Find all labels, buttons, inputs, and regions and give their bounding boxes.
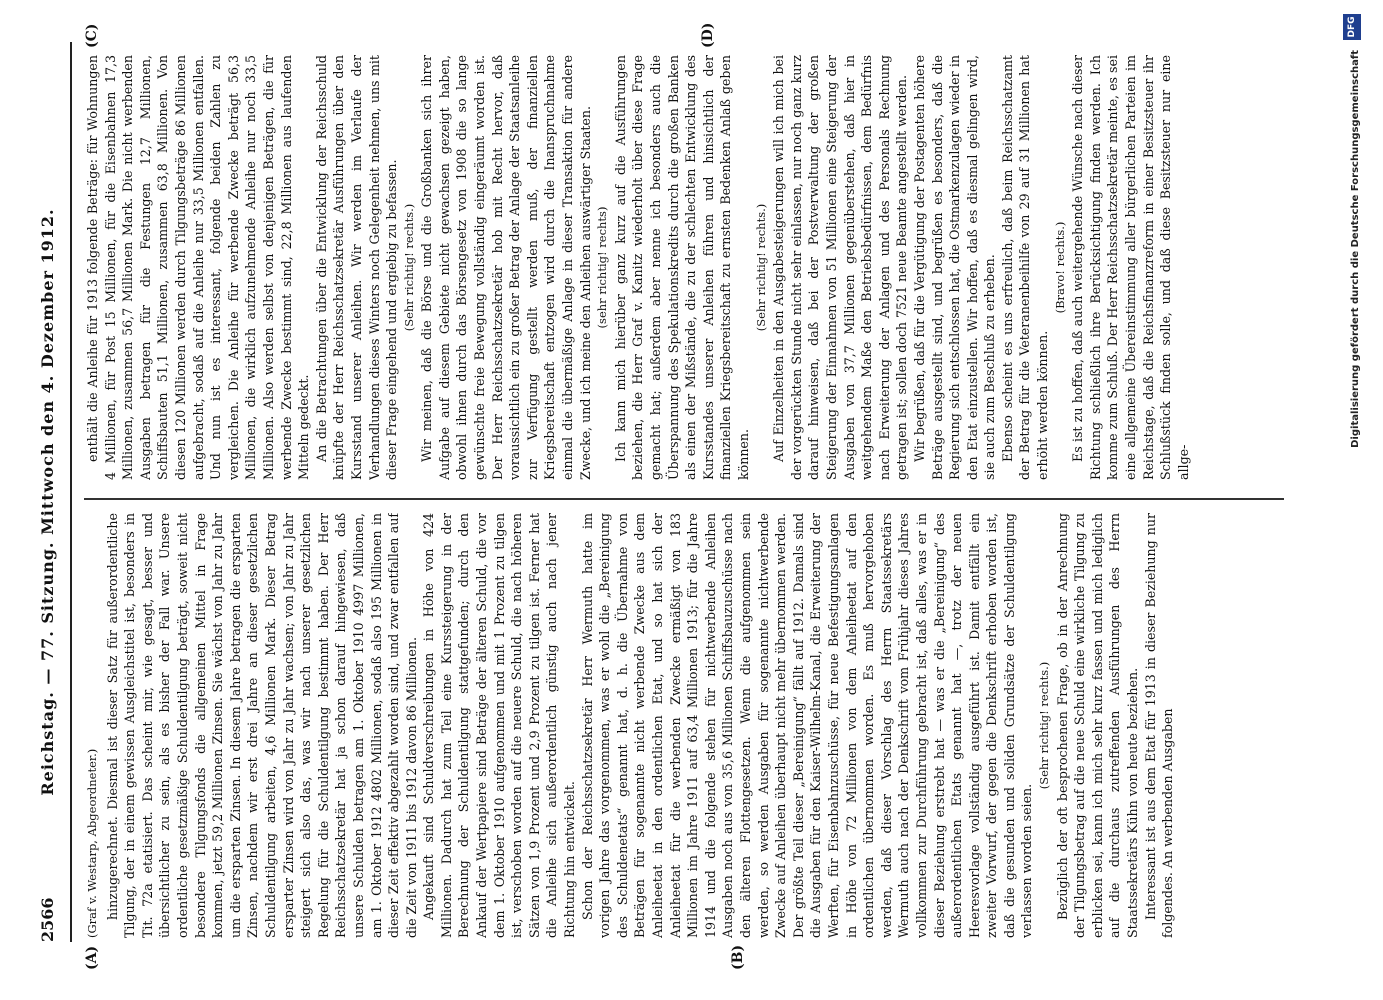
speaker-label: (Graf v. Westarp, Abgeordneter.) xyxy=(85,748,99,938)
interjection: (Sehr richtig! rechts.) xyxy=(1037,661,1052,790)
page-header xyxy=(28,62,68,942)
paragraph: An die Betrachtungen über die Entwicklung der Reichsschuld knüpfte der Herr Reichsschatzsekretär Ausführungen über den Kursstand unserer Anleihen. Wir werden im Verlaufe der Verhandlungen dieses Winters noch Gelegenheit nehmen, uns mit dieser Frage eingehend und ergiebig zu befassen. xyxy=(313,55,400,480)
digitization-credit: Digitalisierung gefördert durch die Deutsche Forschungsgemeinschaft xyxy=(1350,50,1361,448)
column-divider xyxy=(84,498,1284,500)
running-head: Reichstag. — 77. Sitzung. Mittwoch den 4. Dezember 1912. xyxy=(38,208,57,796)
margin-marker-b: (B) xyxy=(730,944,746,970)
paragraph: enthält die Anleihe für 1913 folgende Beträge: für Wohnungen 4 Millionen, für Post 15 Millionen, für die Eisenbahnen 17,3 Millionen, zusammen 56,7 Millionen Mark. Die nicht werbenden Ausgaben betragen für die Festungen 12,7 Millionen, Schiffsbauten 51,1 Millionen, zusammen 63,8 Millionen. Von diesen 120 Millionen werden durch Tilgungsbeträge 86 Millionen aufgebracht, sodaß auf die Anleihe nur 33,5 Millionen entfallen. Und nun ist es interessant, folgende beiden Zahlen zu vergleichen. Die Anleihe für werbende Zwecke beträgt 56,3 Millionen, die wirklich aufzunehmende Anleihe nur noch 33,5 Millionen. Also werden selbst von denjenigen Beträgen, die für werbende Zwecke bestimmt sind, 22,8 Millionen aus laufenden Mitteln gedeckt. xyxy=(85,55,312,480)
paragraph: Interessant ist aus dem Etat für 1913 in dieser Beziehung nur folgendes. An werbenden Ausgaben xyxy=(1142,513,1176,938)
paragraph: Ebenso scheint es uns erfreulich, daß beim Reichsschatzamt der Betrag für die Veteranenbeihilfe von 29 auf 31 Millionen hat erhöht werden können. xyxy=(999,55,1051,480)
header-rule xyxy=(70,42,72,942)
interjection: (Bravo! rechts.) xyxy=(1052,221,1067,314)
interjection: (sehr richtig! rechts) xyxy=(595,206,610,329)
margin-marker-a: (A) xyxy=(84,945,100,970)
paragraph: hinzugerechnet. Diesmal ist dieser Satz für außerordentliche Tilgung, der in einem gewissen Ausgleichstitel ist, besonders in Tit. 72a etatisiert. Das scheint mir, wie gesagt, besser und übersichtlicher zu sein, als es bisher der Fall war. Unsere ordentliche gesetzmäßige Schuldentilgung beträgt, soweit nicht besondere Tilgungsfonds die allgemeinen Mittel in Frage kommen, jetzt 59,2 Millionen Zinsen. Sie wächst von Jahr zu Jahr um die ersparten Zinsen. In diesem Jahre betragen die ersparten Zinsen, nachdem wir erst drei Jahre an dieser gesetzlichen Schuldentilgung arbeiten, 4,6 Millionen Mark. Dieser Betrag ersparter Zinsen wird von Jahr zu Jahr wachsen; von Jahr zu Jahr steigert sich also das, was wir nach unserer gesetzlichen Regelung für die Schuldentilgung bestimmt haben. Der Herr Reichsschatzsekretär hat ja schon darauf hingewiesen, daß unsere Schulden betragen am 1. Oktober 1910 4997 Millionen, am 1. Oktober 1912 4802 Millionen, sodaß also 195 Millionen in dieser Zeit effektiv abgezahlt worden sind, und zwar entfallen auf die Zeit von 1911 bis 1912 davon 86 Millionen. xyxy=(104,513,419,938)
interjection: (Sehr richtig! rechts.) xyxy=(753,203,768,332)
paragraph: Angekauft sind Schuldverschreibungen in Höhe von 424 Millionen. Dadurch hat zum Teil eine Kurssteigerung in der Berechnung der Schuldentilgung stattgefunden; durch den Ankauf der Wertpapiere sind Beträge der älteren Schuld, die vor dem 1. Oktober 1910 aufgenommen und mit 1 Prozent zu tilgen ist, verschoben worden auf die neuere Schuld, die nach höheren Sätzen von 1,9 Prozent und 2,9 Prozent zu tilgen ist. Ferner hat die Anleihe sich außerordentlich günstig auch nach jener Richtung hin entwickelt. xyxy=(421,513,578,938)
paragraph: Auf Einzelheiten in den Ausgabesteigerungen will ich mich bei der vorgerückten Stunde nicht sehr einlassen, nur noch ganz kurz darauf hinweisen, daß bei der Postverwaltung der großen Steigerung der Einnahmen von 51 Millionen eine Steigerung der Ausgaben von 37,7 Millionen gegenüberstehen, daß hier in weitgehendem Maße den Betriebsbedürfnissen, dem Bedürfnis nach Erweiterung der Anlagen und des Personals Rechnung getragen ist; sollen doch 7521 neue Beamte angestellt werden. xyxy=(771,55,910,480)
margin-marker-d: (D) xyxy=(700,22,716,48)
right-column xyxy=(84,55,1284,480)
paragraph: Wir meinen, daß die Börse und die Großbanken sich ihrer Aufgabe auf diesem Gebiete nicht gewachsen gezeigt haben, obwohl ihnen durch das Börsengesetz von 1908 die so lange gewünschte freie Bewegung vollständig eingeräumt worden ist. Der Herr Reichsschatzsekretär hob mit Recht hervor, daß voraussichtlich ein zu großer Betrag der Anlage der Staatsanleihe zur Verfügung gestellt werden muß, der finanziellen Kriegsbereitschaft entzogen wird durch die Inanspruchnahme einmal die übermäßige Anlage in dieser Transaktion für andere Zwecke, und ich meine den Anleihen auswärtiger Staaten. xyxy=(419,55,593,480)
margin-marker-c: (C) xyxy=(84,23,100,48)
paragraph: Schon der Reichsschatzsekretär Herr Wermuth hatte im vorigen Jahre das vorgenommen, was er wohl die „Bereinigung des Schuldenetats“ genannt hat, d. h. die Übernahme von Beträgen für sogenannte nicht werbende Zwecke aus dem Anleiheetat in den ordentlichen Etat, und so hat sich der Anleiheetat für die werbenden Zwecke ermäßigt von 183 Millionen im Jahre 1911 auf 63,4 Millionen 1913; für die Jahre 1914 und die folgende stehen für nichtwerbende Anleihen Ausgaben noch aus von 35,6 Millionen Schiffsbauzuschüsse nach den älteren Flottengesetzen. Wenn die aufgenommen sein werden, so werden Ausgaben für sogenannte nichtwerbende Zwecke auf Anleihen überhaupt nicht mehr übernommen werden. Der größte Teil dieser „Bereinigung“ fällt auf 1912. Damals sind die Ausgaben für den Kaiser-Wilhelm-Kanal, die Erweiterung der Werften, für Eisenbahnzuschüsse, für neue Befestigungsanlagen in Höhe von 72 Millionen von dem Anleiheetat auf den ordentlichen übernommen worden. Es muß hervorgehoben werden, daß dieser Vorschlag des Herrn Staatssekretärs Wermuth auch nach der Denkschrift vom Frühjahr dieses Jahres vollkommen zur Durchführung gebracht ist, daß alles, was er in dieser Beziehung erstrebt hat — was er die „Bereinigung“ des außerordentlichen Etats genannt hat —, trotz der neuen Heeresvorlage vollständig ausgeführt ist. Damit entfällt ein zweiter Vorwurf, der gegen die Denkschrift erhoben worden ist, daß die gesunden und soliden Grundsätze der Schuldentilgung verlassen worden seien. xyxy=(579,513,1035,938)
dfg-logo: DFG xyxy=(1343,14,1361,40)
left-column xyxy=(84,513,1284,938)
paragraph: Wir begrüßen, daß für die Vergütigung der Postagenten höhere Beträge ausgestellt sind, und begrüßen es besonders, daß die Regierung sich entschlossen hat, die Ostmarkenzulagen wieder in den Etat einzustellen. Wir hoffen, daß es diesmal gelingen wird, sie auch zum Beschluß zu erheben. xyxy=(911,55,998,480)
paragraph: Ich kann mich hierüber ganz kurz auf die Ausführungen beziehen, die Herr Graf v. Kanitz wiederholt über diese Frage gemacht hat; außerdem aber nenne ich besonders auch die Überspannung des Spekulationskredits durch die großen Banken als einen der Mißstände, die zu der schlechten Entwicklung des Kursstandes unserer Anleihen führen und hinsichtlich der finanziellen Kriegsbereitschaft zu ernsten Bedenken Anlaß geben können. xyxy=(612,55,751,480)
page-number: 2566 xyxy=(38,897,57,942)
paragraph: Bezüglich der oft besprochenen Frage, ob in der Anrechnung der Tilgungsbetrag auf die neue Schuld eine wirkliche Tilgung zu erblicken sei, kann ich mich sehr kurz fassen und mich lediglich auf die durchaus zutreffenden Ausführungen des Herrn Staatssekretärs Kühn von heute beziehen. xyxy=(1054,513,1141,938)
paragraph: Es ist zu hoffen, daß auch weitergehende Wünsche nach dieser Richtung schließlich ihre Berücksichtigung finden werden. Ich komme zum Schluß. Der Herr Reichsschatzsekretär meinte, es sei eine allgemeine Übereinstimmung aller bürgerlichen Parteien im Reichstage, daß die Reichsfinanzreform in einer Besitzsteuer ihr Schlußstück finden solle, und daß diese Besitzsteuer nur eine allge- xyxy=(1070,55,1191,480)
interjection: (Sehr richtig! rechts.) xyxy=(401,203,416,332)
